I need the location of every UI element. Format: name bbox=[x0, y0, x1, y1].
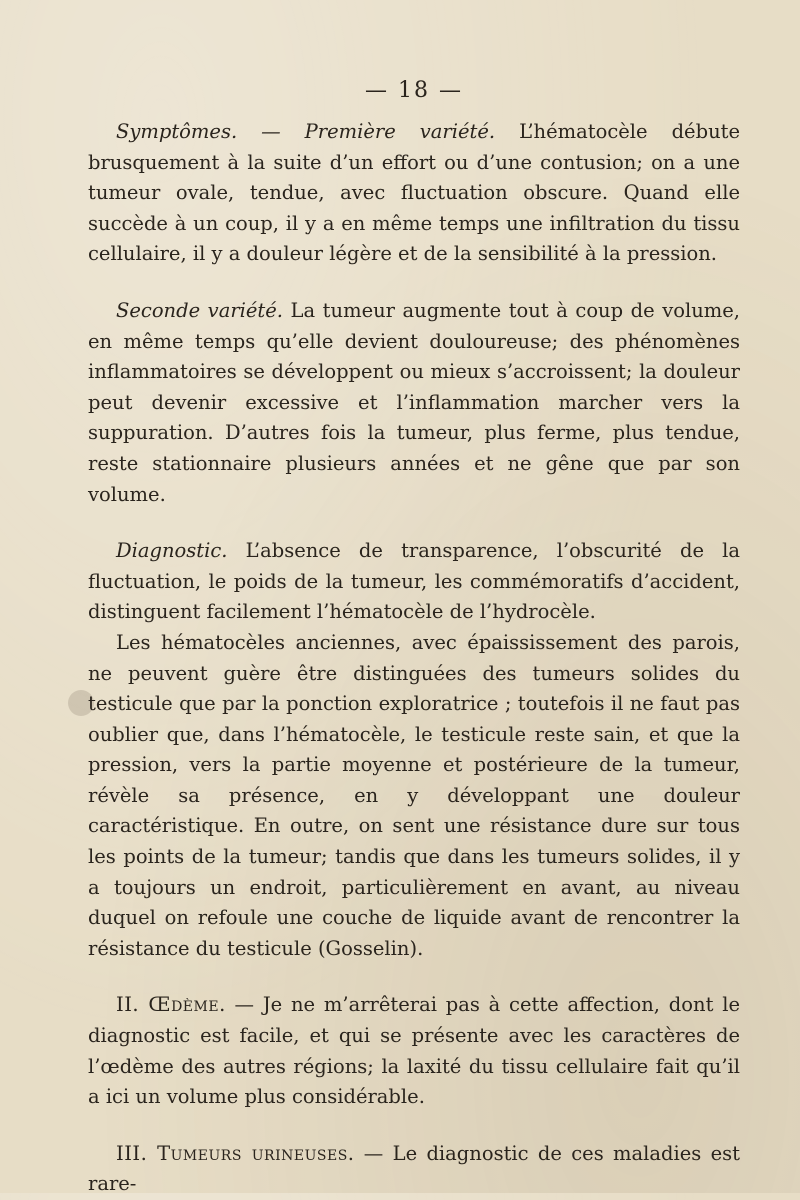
paragraph-diagnostic bbox=[88, 536, 740, 628]
heading-diagnostic: Diagnostic. bbox=[116, 539, 228, 563]
paragraph-oedeme bbox=[88, 990, 740, 1112]
paragraph-tumeurs-urineuses bbox=[88, 1139, 740, 1200]
heading-symptomes: Symptômes. — Première variété. bbox=[116, 120, 496, 143]
text-tumeurs-urineuses: — Le diagnostic de ces maladies est rare- bbox=[88, 1141, 740, 1196]
text-oedeme: — Je ne m’arrêterai pas à cette affection, dont le diagnostic est facile, et qui se présente avec les caractères de l’œdème des autres régions; la laxité du tissu cellulaire fait qu’il a ici un volume plus considérable. bbox=[88, 993, 740, 1109]
text-hematoceles-anciennes: Les hématocèles anciennes, avec épaississement des parois, ne peuvent guère être distinguées des tumeurs solides du testicule que par la ponction exploratrice ; toutefois il ne faut pas oublier que, dans l’hématocèle, le testicule reste sain, et que la pression, vers la partie moyenne et postérieure de la tumeur, révèle sa présence, en y développant une douleur caractéristique. En outre, on sent une résistance dure sur tous les points de la tumeur; tandis que dans les tumeurs solides, il y a toujours un endroit, particulièrement en avant, au niveau duquel on refoule une couche de liquide avant de rencontrer la résistance du testicule (Gosselin). bbox=[88, 630, 740, 960]
heading-oedeme: II. Œdème. bbox=[116, 993, 226, 1017]
heading-tumeurs-urineuses: III. Tumeurs urineuses. bbox=[116, 1141, 355, 1165]
text-diagnostic: L’absence de transparence, l’obscurité de la fluctuation, le poids de la tumeur, les commémoratifs d’accident, distinguent facilement l’hématocèle de l’hydrocèle. bbox=[88, 539, 740, 624]
heading-seconde-variete: Seconde variété. bbox=[116, 298, 284, 322]
paragraph-seconde-variete bbox=[88, 296, 740, 510]
page-number: — 18 — bbox=[365, 78, 463, 103]
paragraph-hematoceles-anciennes bbox=[88, 628, 740, 965]
paragraph-symptomes bbox=[88, 117, 740, 270]
book-page bbox=[88, 78, 740, 1200]
text-symptomes: L’hématocèle débute brusquement à la suite d’un effort ou d’une contusion; on a une tumeur ovale, tendue, avec fluctuation obscure. Quand elle succède à un coup, il y a en même temps une infiltration du tissu cellulaire, il y a douleur légère et de la sensibilité à la pression. bbox=[88, 120, 741, 266]
text-seconde-variete: La tumeur augmente tout à coup de volume, en même temps qu’elle devient douloureuse; des phénomènes inflammatoires se développent ou mieux s’accroissent; la douleur peut devenir excessive et l’inflammation marcher vers la suppuration. D’autres fois la tumeur, plus ferme, plus tendue, reste stationnaire plusieurs années et ne gêne que par son volume. bbox=[88, 298, 740, 506]
